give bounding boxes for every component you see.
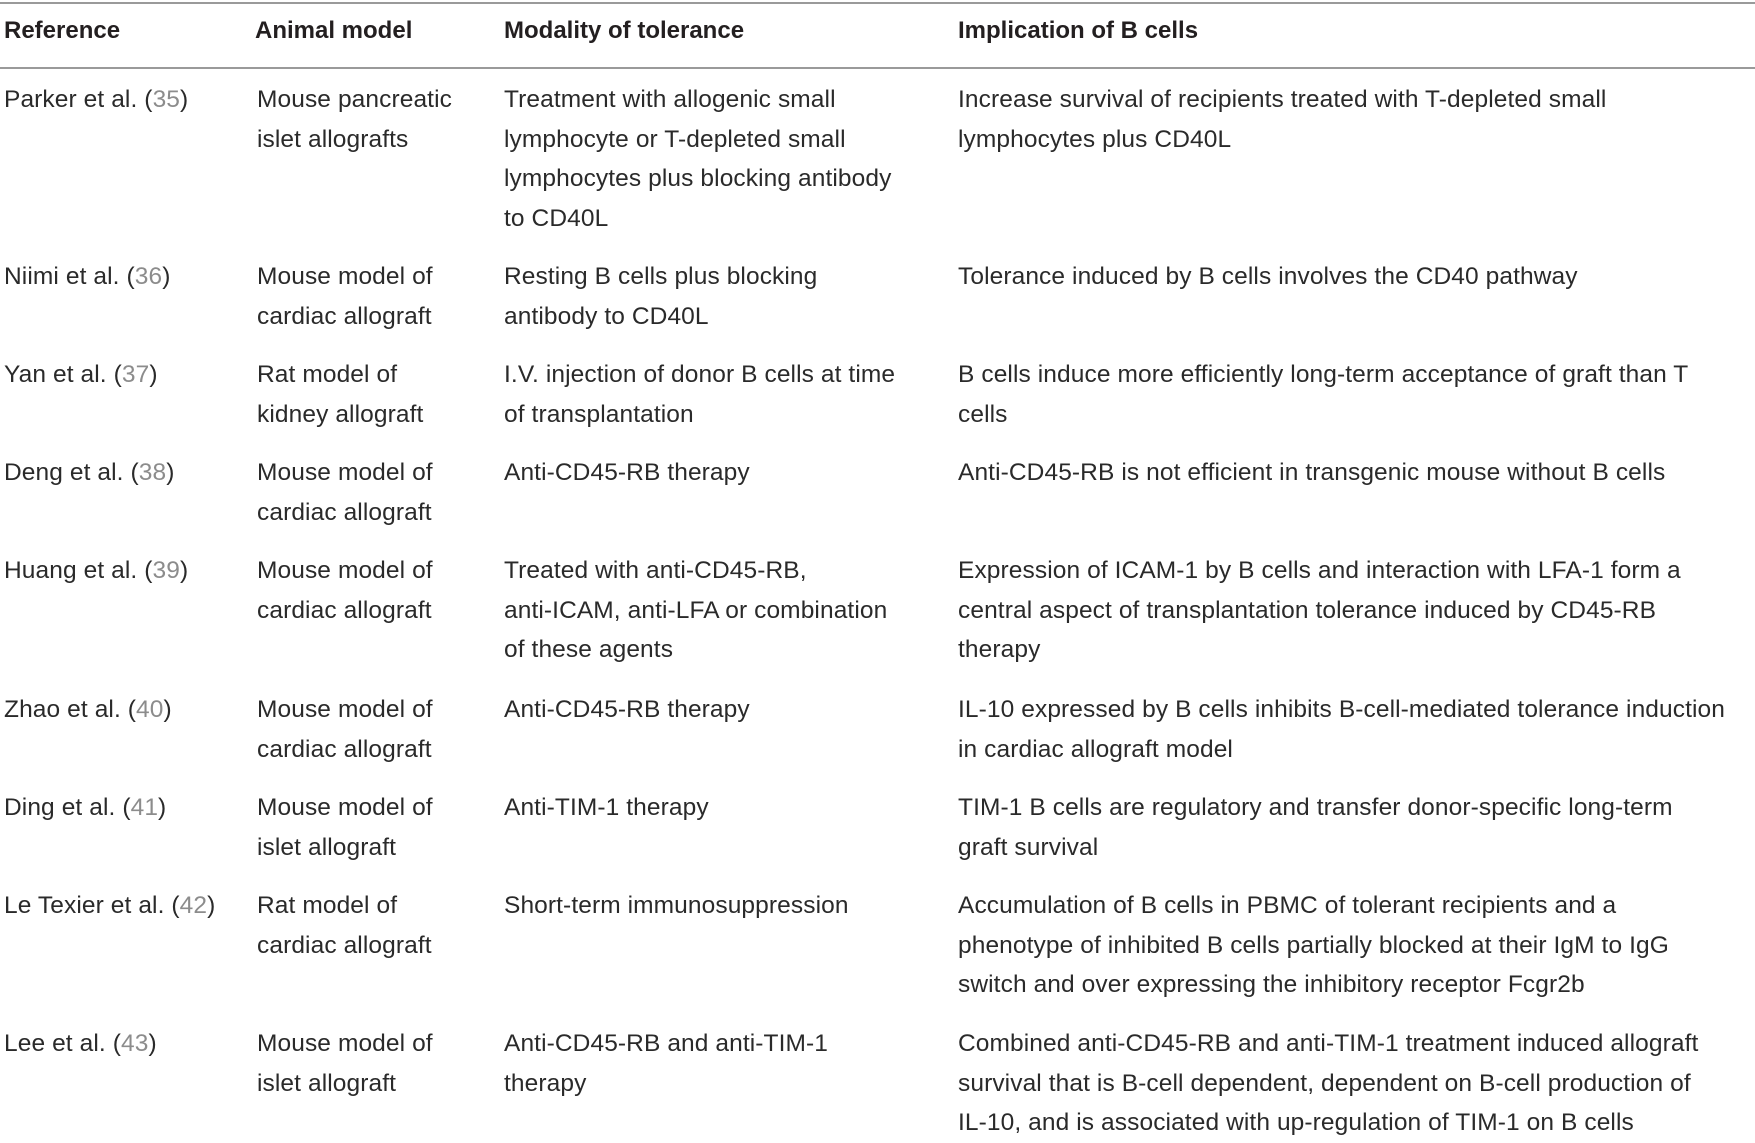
header-modality: Modality of tolerance: [504, 17, 745, 44]
modality-line: to CD40L: [504, 204, 609, 232]
modality-line: of these agents: [504, 636, 674, 663]
reference-line: Le Texier et al. (42): [4, 892, 216, 919]
cell-animal-model: [257, 257, 497, 336]
modality-line: Resting B cells plus blocking: [504, 263, 818, 290]
reference-line: Niimi et al. (36): [4, 263, 171, 290]
animal-model-line: kidney allograft: [257, 400, 424, 428]
cell-modality: [504, 80, 944, 238]
implication-line: Tolerance induced by B cells involves the CD40 pathway: [958, 263, 1578, 290]
modality-line: Anti-TIM-1 therapy: [504, 794, 709, 821]
implication-line: cells: [958, 400, 1008, 428]
cell-reference: [4, 886, 244, 926]
cell-implication: [958, 257, 1755, 297]
implication-line: therapy: [958, 636, 1041, 663]
cell-modality: [504, 788, 944, 828]
modality-line: lymphocytes plus blocking antibody: [504, 165, 892, 192]
implication-line: phenotype of inhibited B cells partially blocked at their IgM to IgG: [958, 931, 1669, 959]
cell-reference: [4, 1024, 244, 1064]
reference-author: Huang et al.: [4, 557, 138, 584]
reference-number-link[interactable]: 37: [121, 361, 150, 388]
reference-line: Lee et al. (43): [4, 1030, 157, 1057]
modality-line: Treated with anti-CD45-RB,: [504, 557, 807, 584]
modality-line: antibody to CD40L: [504, 302, 709, 330]
cell-modality: [504, 257, 944, 336]
cell-implication: [958, 788, 1755, 867]
animal-model-line: cardiac allograft: [257, 498, 432, 526]
implication-line: Expression of ICAM-1 by B cells and interaction with LFA-1 form a: [958, 557, 1681, 584]
cell-animal-model: [257, 1024, 497, 1103]
animal-model-line: cardiac allograft: [257, 596, 432, 624]
implication-line: switch and over expressing the inhibitory receptor Fcgr2b: [958, 971, 1585, 998]
implication-line: Anti-CD45-RB is not efficient in transgenic mouse without B cells: [958, 459, 1666, 486]
header-implication: Implication of B cells: [958, 17, 1199, 44]
modality-line: Anti-CD45-RB therapy: [504, 696, 750, 723]
modality-line: Anti-CD45-RB therapy: [504, 459, 750, 486]
cell-animal-model: [257, 886, 497, 965]
cell-reference: [4, 690, 244, 730]
reference-author: Parker et al.: [4, 86, 138, 113]
reference-author: Lee et al.: [4, 1030, 106, 1057]
top-rule: [0, 2, 1755, 4]
reference-line: Zhao et al. (40): [4, 696, 172, 723]
reference-number-link[interactable]: 38: [138, 459, 167, 486]
implication-line: IL-10, and is associated with up-regulation of TIM-1 on B cells: [958, 1109, 1634, 1136]
animal-model-line: cardiac allograft: [257, 302, 432, 330]
modality-line: of transplantation: [504, 400, 694, 428]
implication-line: Accumulation of B cells in PBMC of tolerant recipients and a: [958, 892, 1617, 919]
reference-line: Huang et al. (39): [4, 557, 189, 584]
modality-line: Short-term immunosuppression: [504, 892, 849, 919]
animal-model-line: islet allograft: [257, 1069, 397, 1097]
cell-implication: [958, 886, 1755, 1005]
reference-line: Yan et al. (37): [4, 361, 158, 388]
reference-author: Ding et al.: [4, 794, 116, 821]
header-rule: [0, 67, 1755, 69]
implication-line: Increase survival of recipients treated with T-depleted small: [958, 86, 1607, 113]
cell-animal-model: [257, 80, 497, 159]
animal-model-line: islet allograft: [257, 833, 397, 861]
implication-line: in cardiac allograft model: [958, 735, 1233, 763]
cell-modality: [504, 551, 944, 670]
cell-implication: [958, 453, 1755, 493]
modality-line: I.V. injection of donor B cells at time: [504, 361, 896, 388]
modality-line: anti-ICAM, anti-LFA or combination: [504, 596, 888, 624]
cell-animal-model: [257, 690, 497, 769]
modality-line: lymphocyte or T-depleted small: [504, 125, 846, 153]
implication-line: central aspect of transplantation tolerance induced by CD45-RB: [958, 596, 1657, 624]
animal-model-line: Mouse model of: [257, 557, 433, 584]
animal-model-line: cardiac allograft: [257, 735, 432, 763]
reference-number-link[interactable]: 41: [130, 794, 159, 821]
reference-number-link[interactable]: 40: [136, 696, 164, 723]
reference-number-link[interactable]: 36: [134, 263, 163, 290]
cell-reference: [4, 551, 244, 591]
header-reference: Reference: [4, 17, 121, 44]
cell-animal-model: [257, 551, 497, 630]
cell-reference: [4, 788, 244, 828]
animal-model-line: Mouse model of: [257, 696, 433, 723]
cell-modality: [504, 355, 944, 434]
cell-reference: [4, 80, 244, 120]
reference-line: Deng et al. (38): [4, 459, 175, 486]
reference-number-link[interactable]: 39: [152, 557, 180, 584]
implication-line: B cells induce more efficiently long-term acceptance of graft than T: [958, 361, 1689, 388]
cell-modality: [504, 453, 944, 493]
cell-animal-model: [257, 453, 497, 532]
cell-implication: [958, 80, 1755, 159]
implication-line: IL-10 expressed by B cells inhibits B-cell-mediated tolerance induction: [958, 696, 1725, 723]
cell-modality: [504, 690, 944, 730]
animal-model-line: Mouse model of: [257, 1030, 433, 1057]
animal-model-line: Mouse pancreatic: [257, 86, 452, 113]
cell-modality: [504, 1024, 944, 1103]
reference-author: Niimi et al.: [4, 263, 120, 290]
animal-model-line: cardiac allograft: [257, 931, 432, 959]
cell-implication: [958, 690, 1755, 769]
header-animal-model: Animal model: [255, 17, 413, 44]
implication-line: TIM-1 B cells are regulatory and transfer donor-specific long-term: [958, 794, 1673, 821]
animal-model-line: Mouse model of: [257, 263, 433, 290]
cell-implication: [958, 1024, 1755, 1143]
animal-model-line: Rat model of: [257, 361, 398, 388]
cell-reference: [4, 355, 244, 395]
implication-line: graft survival: [958, 833, 1099, 861]
cell-reference: [4, 257, 244, 297]
modality-line: Anti-CD45-RB and anti-TIM-1: [504, 1030, 829, 1057]
cell-modality: [504, 886, 944, 926]
reference-line: Parker et al. (35): [4, 86, 189, 113]
implication-line: lymphocytes plus CD40L: [958, 125, 1232, 153]
animal-model-line: Rat model of: [257, 892, 398, 919]
reference-author: Deng et al.: [4, 459, 124, 486]
cell-animal-model: [257, 788, 497, 867]
reference-number-link[interactable]: 43: [120, 1030, 149, 1057]
reference-number-link[interactable]: 42: [179, 892, 208, 919]
implication-line: Combined anti-CD45-RB and anti-TIM-1 treatment induced allograft: [958, 1030, 1699, 1057]
reference-author: Zhao et al.: [4, 696, 121, 723]
animal-model-line: Mouse model of: [257, 459, 433, 486]
reference-author: Yan et al.: [4, 361, 107, 388]
modality-line: Treatment with allogenic small: [504, 86, 836, 113]
reference-number-link[interactable]: 35: [152, 86, 181, 113]
cell-implication: [958, 355, 1755, 434]
reference-author: Le Texier et al.: [4, 892, 165, 919]
implication-line: survival that is B-cell dependent, dependent on B-cell production of: [958, 1069, 1691, 1097]
reference-line: Ding et al. (41): [4, 794, 167, 821]
animal-model-line: islet allografts: [257, 125, 409, 153]
cell-animal-model: [257, 355, 497, 434]
modality-line: therapy: [504, 1069, 587, 1097]
cell-reference: [4, 453, 244, 493]
animal-model-line: Mouse model of: [257, 794, 433, 821]
cell-implication: [958, 551, 1755, 670]
